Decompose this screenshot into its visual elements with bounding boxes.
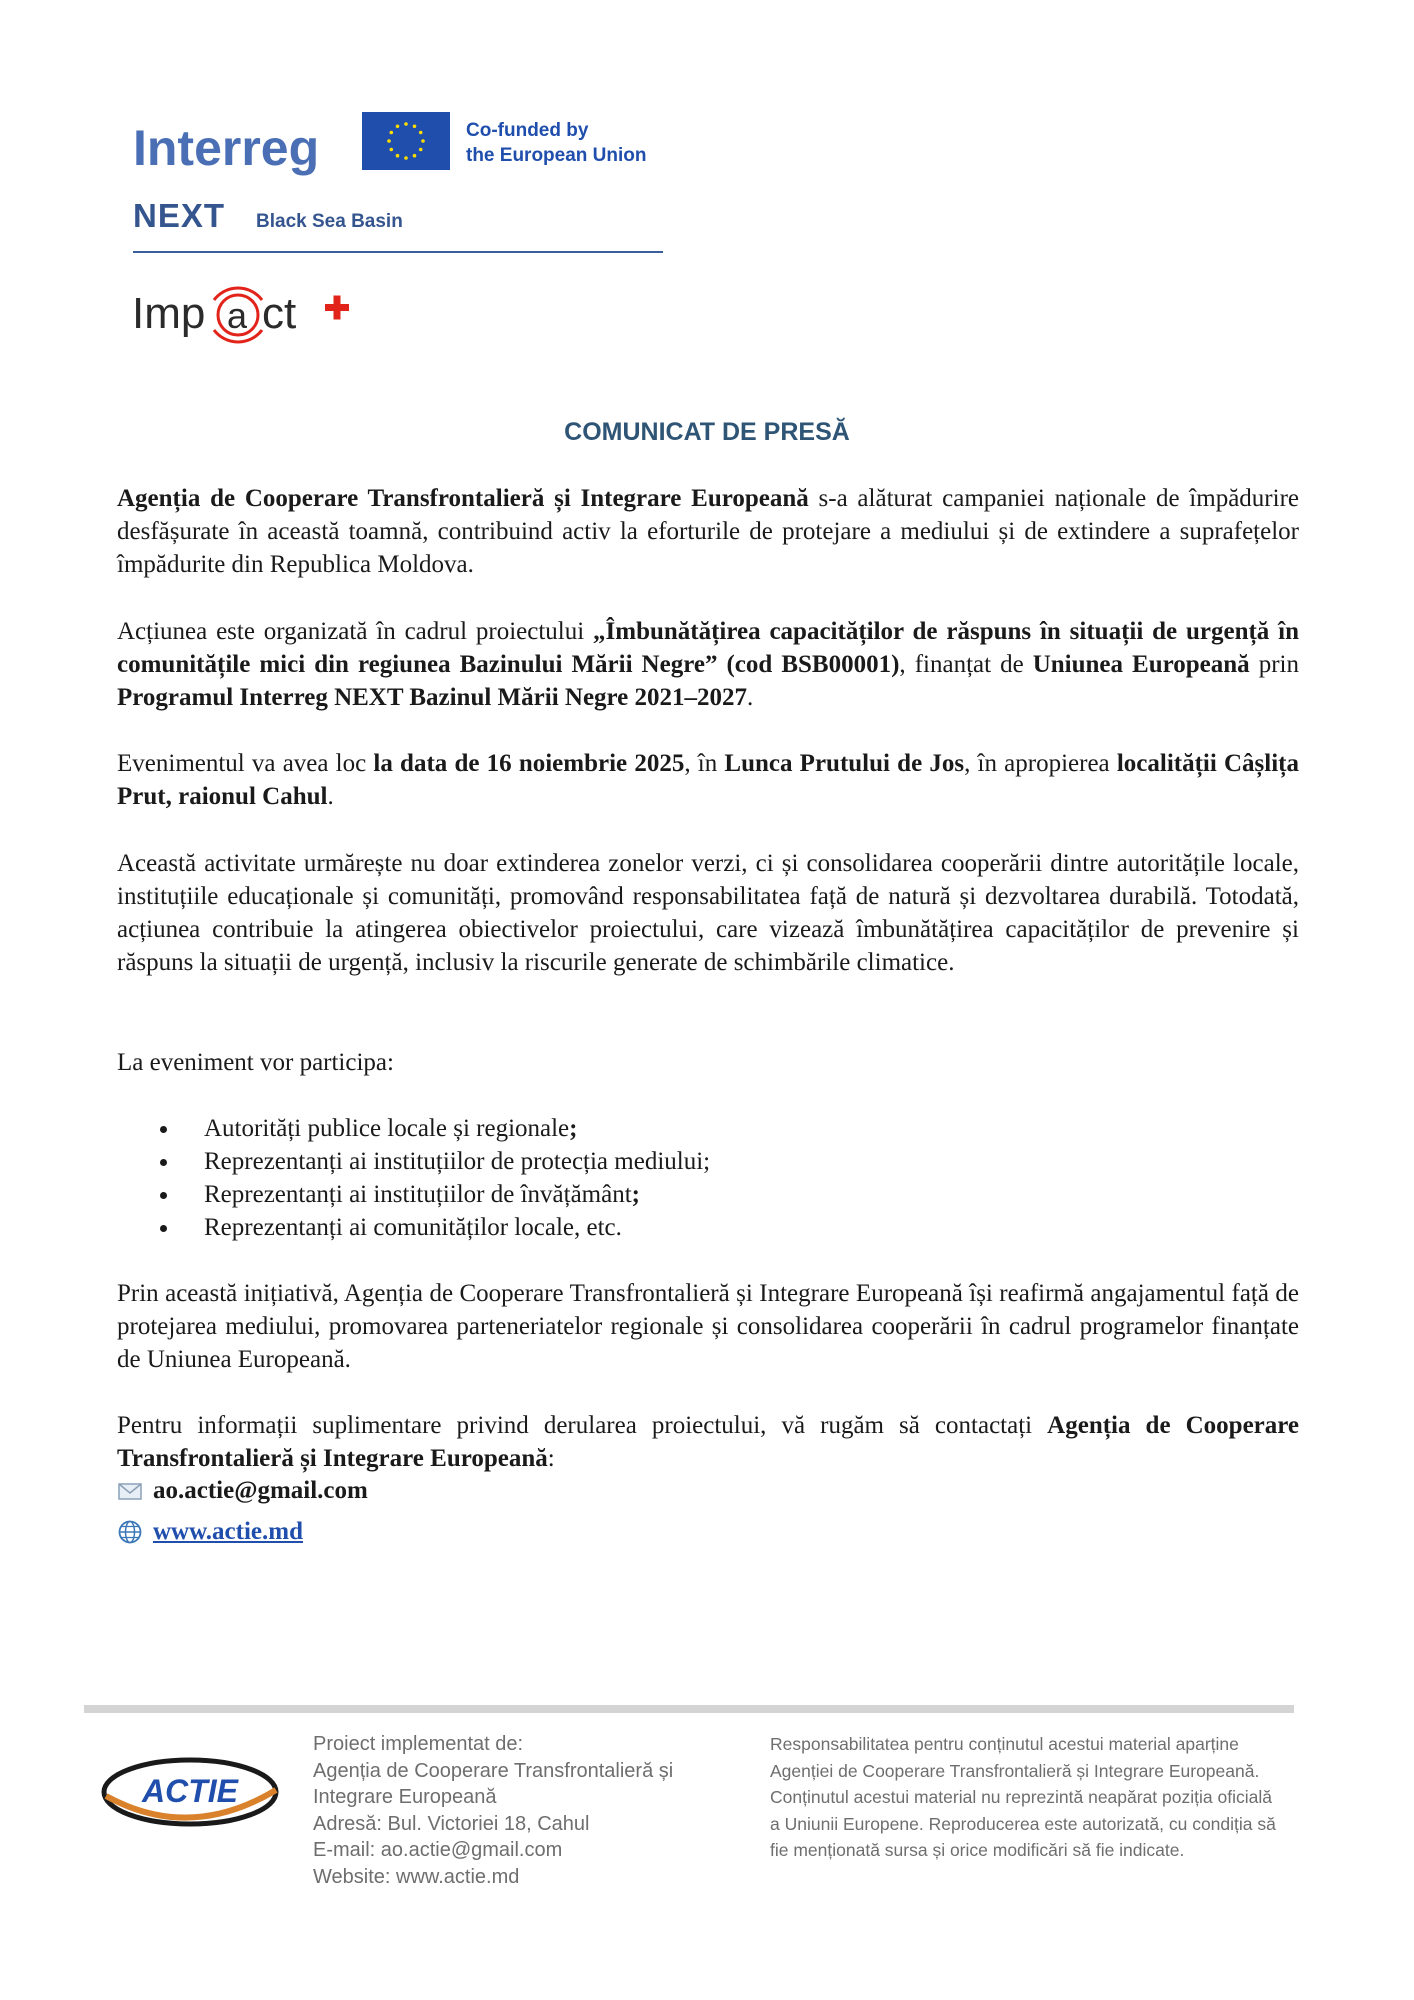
list-item-end: ; [569, 1115, 578, 1142]
impact-logo-text-end: ct [262, 289, 297, 338]
bullet-icon [160, 1126, 167, 1133]
footer-right-line: fie menționată sursa și orice modificări să fie indicate. [770, 1840, 1185, 1860]
eu-bold: Uniunea Europeană [1032, 651, 1250, 678]
paragraph-intro-text: s-a alăturat campaniei naționale de împădurire desfășurate în această toamnă, contribuind activ la eforturile de protejare a mediului și de extindere a suprafețelor împădurite din Republica Moldova. [117, 485, 1299, 578]
contact-agency-bold: Agenția de Cooperare Transfrontalieră și Integrare Europeană [117, 1412, 1300, 1472]
page-title: COMUNICAT DE PRESĂ [564, 418, 850, 446]
globe-icon [117, 1519, 143, 1545]
impact-logo-letter-a: a [227, 295, 248, 336]
p7-text-2: : [547, 1445, 555, 1472]
paragraph-event [117, 747, 1299, 813]
list-item-text: Reprezentanți ai instituțiilor de protecția mediului; [204, 1148, 711, 1175]
list-item-end: ; [631, 1181, 640, 1208]
paragraph-contact [117, 1409, 1299, 1475]
contact-email[interactable]: ao.actie@gmail.com [153, 1477, 368, 1504]
footer-left-line: Adresă: Bul. Victoriei 18, Cahul [313, 1812, 590, 1835]
eu-star-icon [419, 148, 423, 152]
envelope-icon [117, 1478, 143, 1504]
contact-website-row [117, 1515, 303, 1548]
eu-star-icon [413, 154, 417, 158]
event-date-bold: la data de 16 noiembrie 2025 [373, 750, 685, 777]
footer-right-line: Responsabilitatea pentru conținutul acestui material aparține [770, 1734, 1239, 1754]
agency-name-bold: Agenția de Cooperare Transfrontalieră și Integrare Europeană [117, 485, 809, 512]
list-item [160, 1178, 1260, 1211]
event-locality-bold: localității Câșlița Prut, raionul Cahul [117, 750, 1299, 810]
footer-left-line: E-mail: ao.actie@gmail.com [313, 1839, 563, 1861]
eu-star-icon [389, 148, 393, 152]
p3-text-3: , în apropierea [964, 750, 1117, 777]
p7-text-1: Pentru informații suplimentare privind derularea proiectului, vă rugăm să contactați [117, 1412, 1048, 1439]
bullet-icon [160, 1159, 167, 1166]
event-location-bold: Lunca Prutului de Jos [724, 750, 965, 777]
list-item [160, 1112, 1260, 1145]
footer-left-line: Website: www.actie.md [313, 1865, 520, 1888]
list-item-text: Autorități publice locale și regionale [204, 1115, 570, 1142]
eu-star-icon [396, 124, 400, 128]
interreg-logo-text: Interreg [133, 120, 320, 176]
next-logo-text: NEXT [133, 197, 226, 234]
p2-text-4: . [747, 684, 754, 711]
footer-disclaimer [770, 1731, 1280, 1864]
project-title-bold: „Îmbunătățirea capacităților de răspuns în situații de urgență în comunitățile mici din regiunea Bazinului Mării Negre” (cod BSB00001) [117, 618, 1299, 678]
black-sea-basin-text: Black Sea Basin [256, 211, 403, 232]
p2-text-1: Acțiunea este organizată în cadrul proiectului [117, 618, 594, 645]
paragraph-activity: Această activitate urmărește nu doar extinderea zonelor verzi, ci și consolidarea cooperării dintre autoritățile locale, instituțiile educaționale și comunități, promovând responsabilitatea față de natură și dezvoltarea durabilă. Totodată, acțiunea contribuie la atingerea obiectivelor proiectului, care vizează îmbunătățirea capacităților de prevenire și răspuns la situații de urgență, inclusiv la riscurile generate de schimbările climatice. [117, 850, 1299, 976]
p2-text-2: , finanțat de [899, 651, 1033, 678]
impact-logo-text-start: Imp [132, 289, 206, 338]
p2-text-3: prin [1249, 651, 1299, 678]
eu-star-icon [413, 124, 417, 128]
footer-left-line: Integrare Europeană [313, 1786, 497, 1808]
p3-text-4: . [327, 783, 334, 810]
header-divider [133, 251, 663, 253]
footer-implementer-info [313, 1731, 733, 1890]
eu-star-icon [387, 139, 391, 143]
contact-email-row [117, 1474, 368, 1507]
paragraph-intro [117, 482, 1299, 581]
footer-right-line: Conținutul acestui material nu reprezintă neapărat poziția oficială [770, 1787, 1272, 1807]
footer-left-line: Agenția de Cooperare Transfrontalieră și [313, 1759, 674, 1782]
footer-right-line: a Uniunii Europene. Reproducerea este autorizată, cu condiția să [770, 1813, 1276, 1834]
contact-website-link[interactable]: www.actie.md [153, 1518, 303, 1545]
actie-logo-text: ACTIE [142, 1773, 238, 1809]
program-bold: Programul Interreg NEXT Bazinul Mării Negre 2021–2027 [117, 684, 748, 711]
footer-right-line: Agenției de Cooperare Transfrontalieră și Integrare Europeană. [770, 1760, 1260, 1781]
actie-logo [100, 1752, 280, 1832]
eu-star-icon [396, 154, 400, 158]
paragraph-project [117, 615, 1299, 714]
cofunded-label [466, 118, 647, 168]
bullet-icon [160, 1192, 167, 1199]
participants-list [160, 1112, 1260, 1244]
paragraph-participants-intro: La eveniment vor participa: [117, 1049, 394, 1076]
eu-star-icon [419, 131, 423, 135]
bullet-icon [160, 1225, 167, 1232]
cofunded-line-1: Co-funded by [466, 120, 589, 141]
paragraph-initiative: Prin această inițiativă, Agenția de Cooperare Transfrontalieră și Integrare Europeană își reafirmă angajamentul față de protejarea mediului, promovarea parteneriatelor regionale și consolidarea cooperării în cadrul programelor finanțate de Uniunea Europeană. [117, 1280, 1299, 1373]
p3-text-1: Evenimentul va avea loc [117, 750, 374, 777]
footer-divider [84, 1705, 1294, 1713]
list-item-text: Reprezentanți ai instituțiilor de învățământ [204, 1181, 632, 1208]
eu-star-icon [404, 156, 408, 160]
impact-plus-logo [130, 278, 370, 348]
eu-flag-icon [362, 112, 450, 170]
eu-star-icon [404, 122, 408, 126]
p3-text-2: , în [684, 750, 725, 777]
footer-left-line: Proiect implementat de: [313, 1733, 524, 1755]
eu-star-icon [389, 131, 393, 135]
cofunded-line-2: the European Union [466, 145, 647, 166]
list-item [160, 1211, 1260, 1244]
list-item [160, 1145, 1260, 1178]
eu-star-icon [421, 139, 425, 143]
list-item-text: Reprezentanți ai comunităților locale, etc. [204, 1214, 622, 1241]
